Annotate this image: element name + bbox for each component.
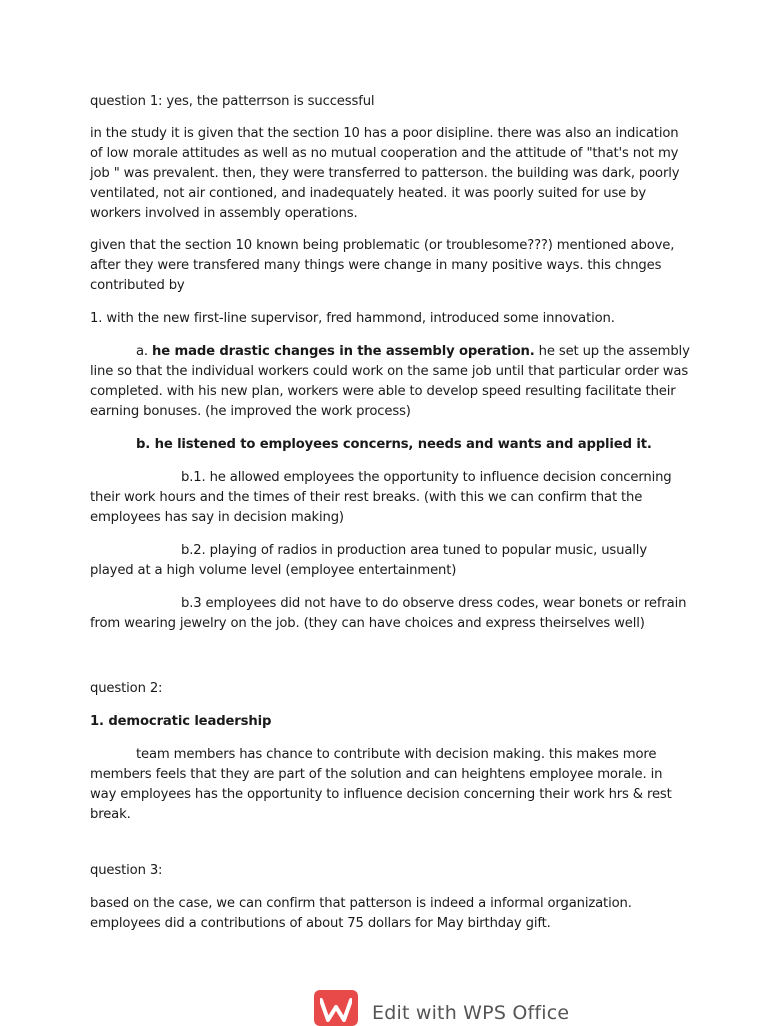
wps-label[interactable]: Edit with WPS Office <box>372 1002 570 1024</box>
q1-item-b3: b.3 employees did not have to do observe dress codes, wear bonets or refrain from wearing jewelry on the job. (they can have choices and express theirselves well) <box>90 596 687 631</box>
q1-item-a <box>90 342 690 422</box>
edit-with-wps-banner[interactable] <box>314 990 569 1024</box>
q1-paragraph-2: given that the section 10 known being problematic (or troublesome???) mentioned above, after they were transfered many things were change in many positive ways. this chnges contributed by <box>90 238 675 293</box>
item-a-bold-text: he made drastic changes in the assembly operation. <box>152 344 535 359</box>
document-body <box>90 92 690 934</box>
q1-item-b1: b.1. he allowed employees the opportunity to influence decision concerning their work hours and the times of their rest breaks. (with this we can confirm that the employees has say in decision making) <box>90 470 672 525</box>
item-a-prefix: a. <box>136 344 153 359</box>
q3-heading: question 3: <box>90 863 163 878</box>
q1-paragraph-1: in the study it is given that the section 10 has a poor disipline. there was also an indication of low morale attitudes as well as no mutual cooperation and the attitude of "that's not my job " was prevalent. then, they were transferred to patterson. the building was dark, poorly ventilated, not air contioned, and inadequately heated. it was poorly suited for use by workers involved in assembly operations. <box>90 126 680 221</box>
q2-heading: question 2: <box>90 681 163 696</box>
q1-heading: question 1: yes, the patterrson is successful <box>90 94 375 109</box>
item-a-text: he set up the assembly line so that the individual workers could work on the same job until that particular order was completed. with his new plan, workers were able to develop speed resulting facilitate their earning bonuses. (he improved the work process) <box>90 344 690 419</box>
q2-paragraph: team members has chance to contribute with decision making. this makes more members feels that they are part of the solution and can heightens employee morale. in way employees has the opportunity to influence decision concerning their work hrs & rest break. <box>90 747 672 822</box>
q2-point-1: 1. democratic leadership <box>90 714 272 729</box>
q3-paragraph: based on the case, we can confirm that patterson is indeed a informal organization. employees did a contributions of about 75 dollars for May birthday gift. <box>90 896 632 931</box>
wps-logo-icon <box>314 990 358 1026</box>
q1-item-b2: b.2. playing of radios in production area tuned to popular music, usually played at a high volume level (employee entertainment) <box>90 543 647 578</box>
q1-item-b: b. he listened to employees concerns, needs and wants and applied it. <box>136 437 652 452</box>
q1-point-1: 1. with the new first-line supervisor, fred hammond, introduced some innovation. <box>90 311 615 326</box>
